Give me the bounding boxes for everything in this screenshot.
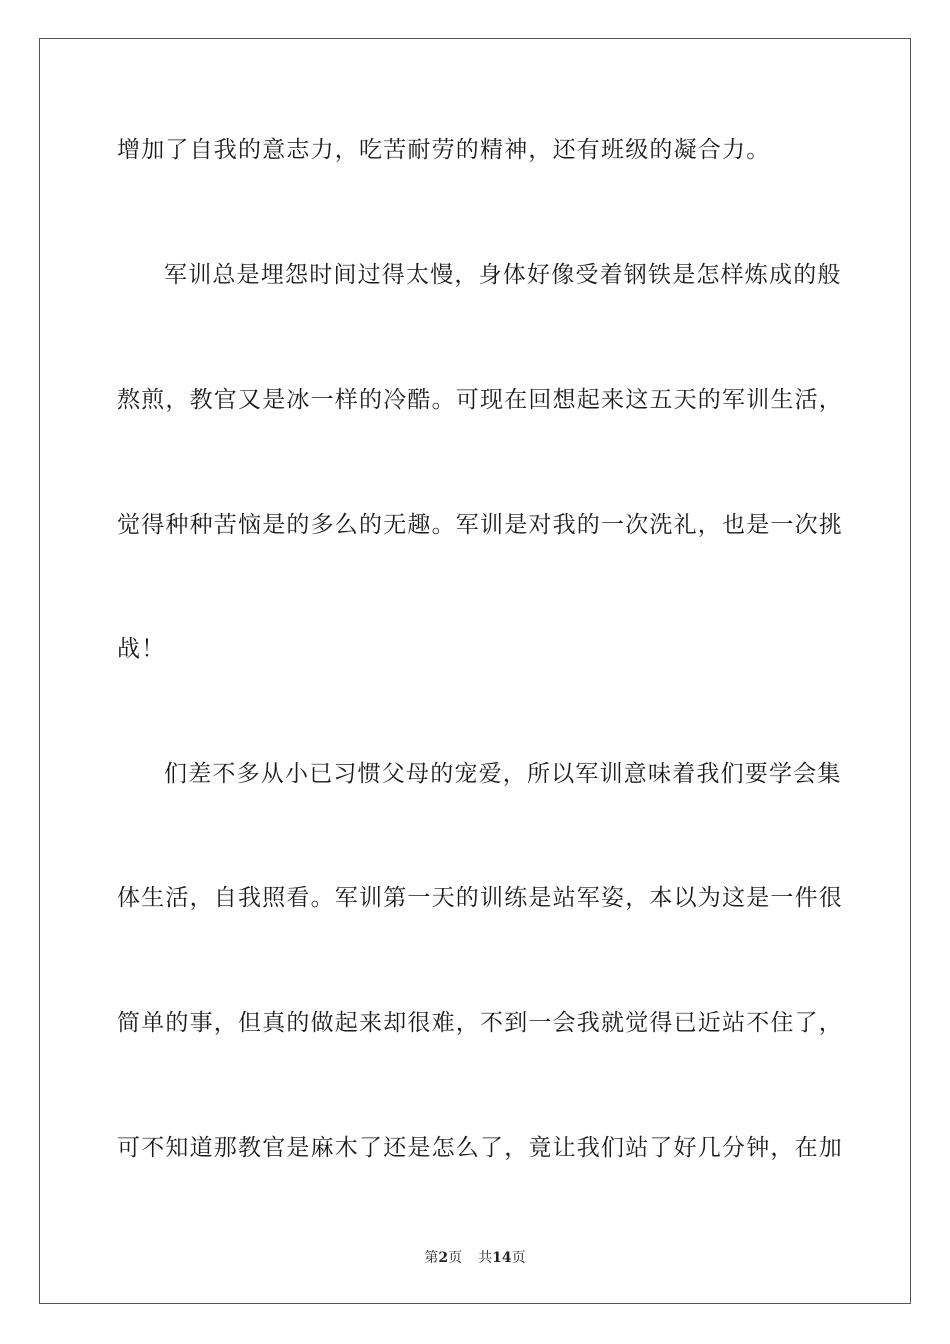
paragraph-line-2: 军训总是埋怨时间过得太慢，身体好像受着钢铁是怎样炼成的般 bbox=[164, 262, 842, 288]
footer-total-pages: 14 bbox=[492, 1250, 512, 1266]
footer-page-prefix: 第 bbox=[424, 1250, 439, 1266]
footer-page-number: 2 bbox=[438, 1250, 449, 1266]
page-border bbox=[39, 38, 911, 1304]
footer-total-suffix: 页 bbox=[511, 1250, 526, 1266]
paragraph-line-6: 们差不多从小已习惯父母的宠爱，所以军训意味着我们要学会集 bbox=[164, 761, 842, 787]
footer-page-suffix: 页 bbox=[448, 1250, 463, 1266]
paragraph-line-8: 简单的事，但真的做起来却很难，不到一会我就觉得已近站不住了， bbox=[117, 1010, 843, 1036]
paragraph-line-3: 熬煎，教官又是冰一样的冷酷。可现在回想起来这五天的军训生活， bbox=[117, 387, 843, 413]
paragraph-line-9: 可不知道那教官是麻木了还是怎么了，竟让我们站了好几分钟，在加 bbox=[117, 1135, 843, 1161]
paragraph-line-4: 觉得种种苦恼是的多么的无趣。军训是对我的一次洗礼，也是一次挑 bbox=[117, 512, 843, 538]
footer-total-prefix: 共 bbox=[478, 1250, 493, 1266]
paragraph-line-1: 增加了自我的意志力，吃苦耐劳的精神，还有班级的凝合力。 bbox=[117, 137, 771, 163]
paragraph-line-7: 体生活，自我照看。军训第一天的训练是站军姿，本以为这是一件很 bbox=[117, 885, 843, 911]
paragraph-line-5: 战！ bbox=[117, 636, 166, 662]
page-footer bbox=[0, 1249, 950, 1267]
